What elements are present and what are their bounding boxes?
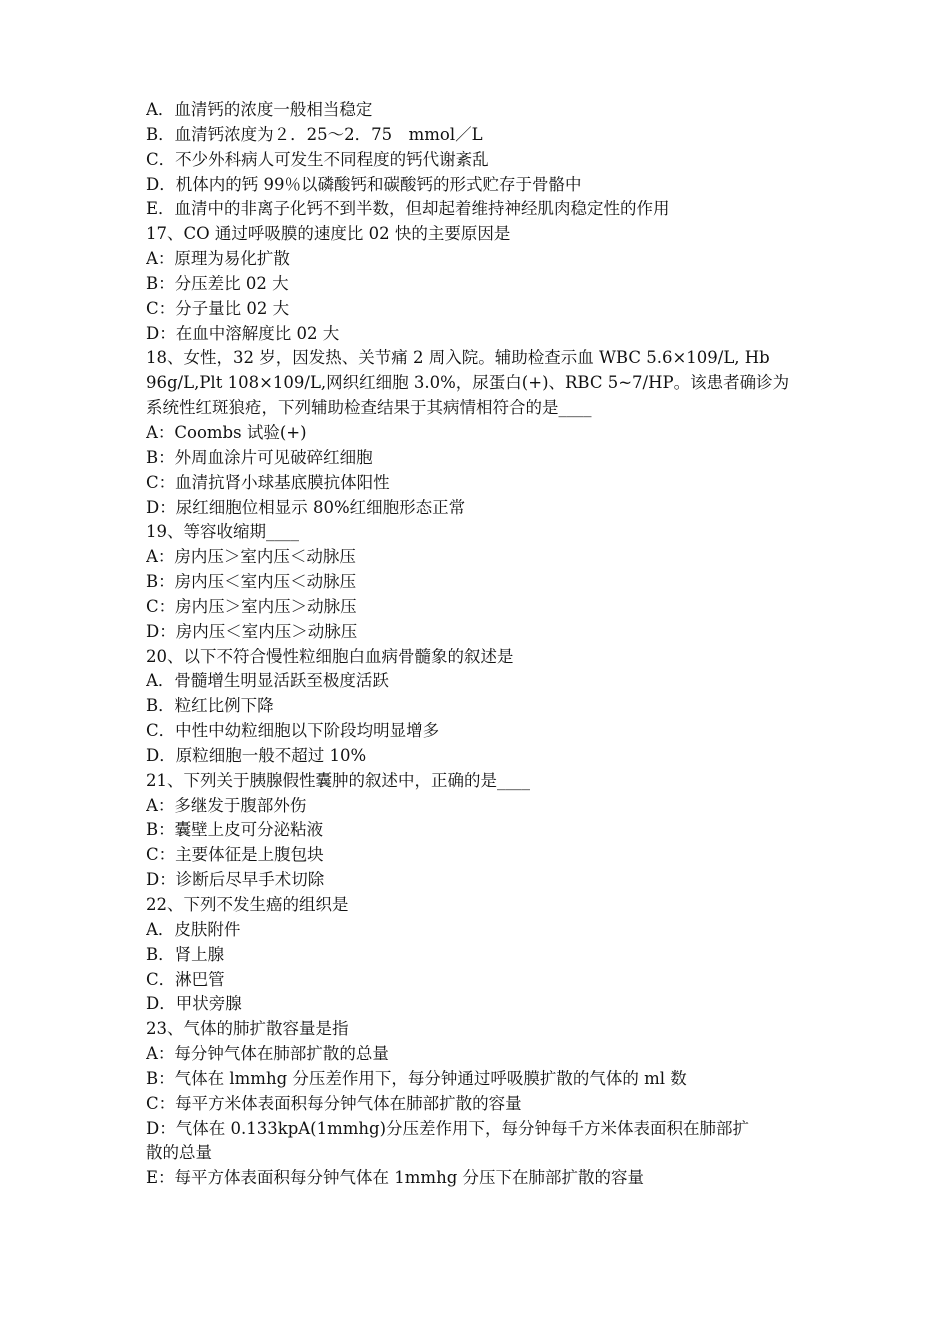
text-line: C：每平方米体表面积每分钟气体在肺部扩散的容量 <box>146 1093 522 1113</box>
text-line: A：多继发于腹部外伤 <box>146 795 307 815</box>
text-line: B．粒红比例下降 <box>146 696 274 716</box>
text-line: B：房内压＜室内压＜动脉压 <box>146 572 357 592</box>
text-line: 系统性红斑狼疮，下列辅助检查结果于其病情相符合的是____ <box>146 398 592 418</box>
text-line: D：诊断后尽早手术切除 <box>146 870 325 890</box>
text-line: A：房内压＞室内压＜动脉压 <box>146 547 356 567</box>
text-line: B．肾上腺 <box>146 944 225 964</box>
text-line: D．原粒细胞一般不超过 10% <box>146 745 367 765</box>
text-line: C：房内压＞室内压＞动脉压 <box>146 596 357 616</box>
text-line: B：分压差比 02 大 <box>146 273 289 293</box>
text-line: E．血清中的非离子化钙不到半数，但却起着维持神经肌肉稳定性的作用 <box>146 199 670 219</box>
text-line: B：气体在 lmmhg 分压差作用下，每分钟通过呼吸膜扩散的气体的 ml 数 <box>146 1068 687 1088</box>
text-line: 18、女性，32 岁，因发热、关节痛 2 周入院。辅助检查示血 WBC 5.6×109/L, Hb <box>146 348 770 368</box>
text-line: D：在血中溶解度比 02 大 <box>146 323 340 343</box>
text-line: B：外周血涂片可见破碎红细胞 <box>146 447 373 467</box>
text-line: C：主要体征是上腹包块 <box>146 845 324 865</box>
text-line: A．皮肤附件 <box>146 919 241 939</box>
text-line: B．血清钙浓度为２．25～2．75 mmol／L <box>146 124 483 144</box>
text-line: D：房内压＜室内压＞动脉压 <box>146 621 358 641</box>
text-line: C．淋巴管 <box>146 969 225 989</box>
text-line: 21、下列关于胰腺假性囊肿的叙述中，正确的是____ <box>146 770 530 790</box>
text-line: E：每平方体表面积每分钟气体在 1mmhg 分压下在肺部扩散的容量 <box>146 1168 645 1188</box>
text-line: A．骨髓增生明显活跃至极度活跃 <box>146 671 389 691</box>
text-line: A．血清钙的浓度一般相当稳定 <box>146 100 373 119</box>
text-line: D：气体在 0.133kpA(1mmhg)分压差作用下，每分钟每千方米体表面积在肺部扩 <box>146 1118 750 1138</box>
document-body <box>146 98 811 1191</box>
text-line: 22、下列不发生癌的组织是 <box>146 895 349 914</box>
text-line: C：分子量比 02 大 <box>146 298 290 318</box>
text-line: A：原理为易化扩散 <box>146 249 290 269</box>
text-line: D．机体内的钙 99％以磷酸钙和碳酸钙的形式贮存于骨骼中 <box>146 174 582 194</box>
text-line: C．不少外科病人可发生不同程度的钙代谢紊乱 <box>146 149 489 169</box>
text-line: 20、以下不符合慢性粒细胞白血病骨髓象的叙述是 <box>146 646 514 666</box>
text-line: D：尿红细胞位相显示 80%红细胞形态正常 <box>146 497 466 517</box>
text-line: C：血清抗肾小球基底膜抗体阳性 <box>146 472 390 492</box>
text-line: 散的总量 <box>146 1143 212 1163</box>
text-line: 96g/L,Plt 108×109/L,网织红细胞 3.0%，尿蛋白(+)、RBC 5~7/HP。该患者确诊为 <box>146 373 790 393</box>
text-line: A：Coombs 试验(+) <box>146 422 307 442</box>
text-line: A：每分钟气体在肺部扩散的总量 <box>146 1044 389 1064</box>
text-line: B：囊壁上皮可分泌粘液 <box>146 820 324 840</box>
text-line: 23、气体的肺扩散容量是指 <box>146 1019 349 1039</box>
text-line: D．甲状旁腺 <box>146 994 242 1014</box>
text-line: 17、CO 通过呼吸膜的速度比 02 快的主要原因是 <box>146 224 511 244</box>
text-line: C．中性中幼粒细胞以下阶段均明显增多 <box>146 721 440 741</box>
text-line: 19、等容收缩期____ <box>146 522 299 542</box>
